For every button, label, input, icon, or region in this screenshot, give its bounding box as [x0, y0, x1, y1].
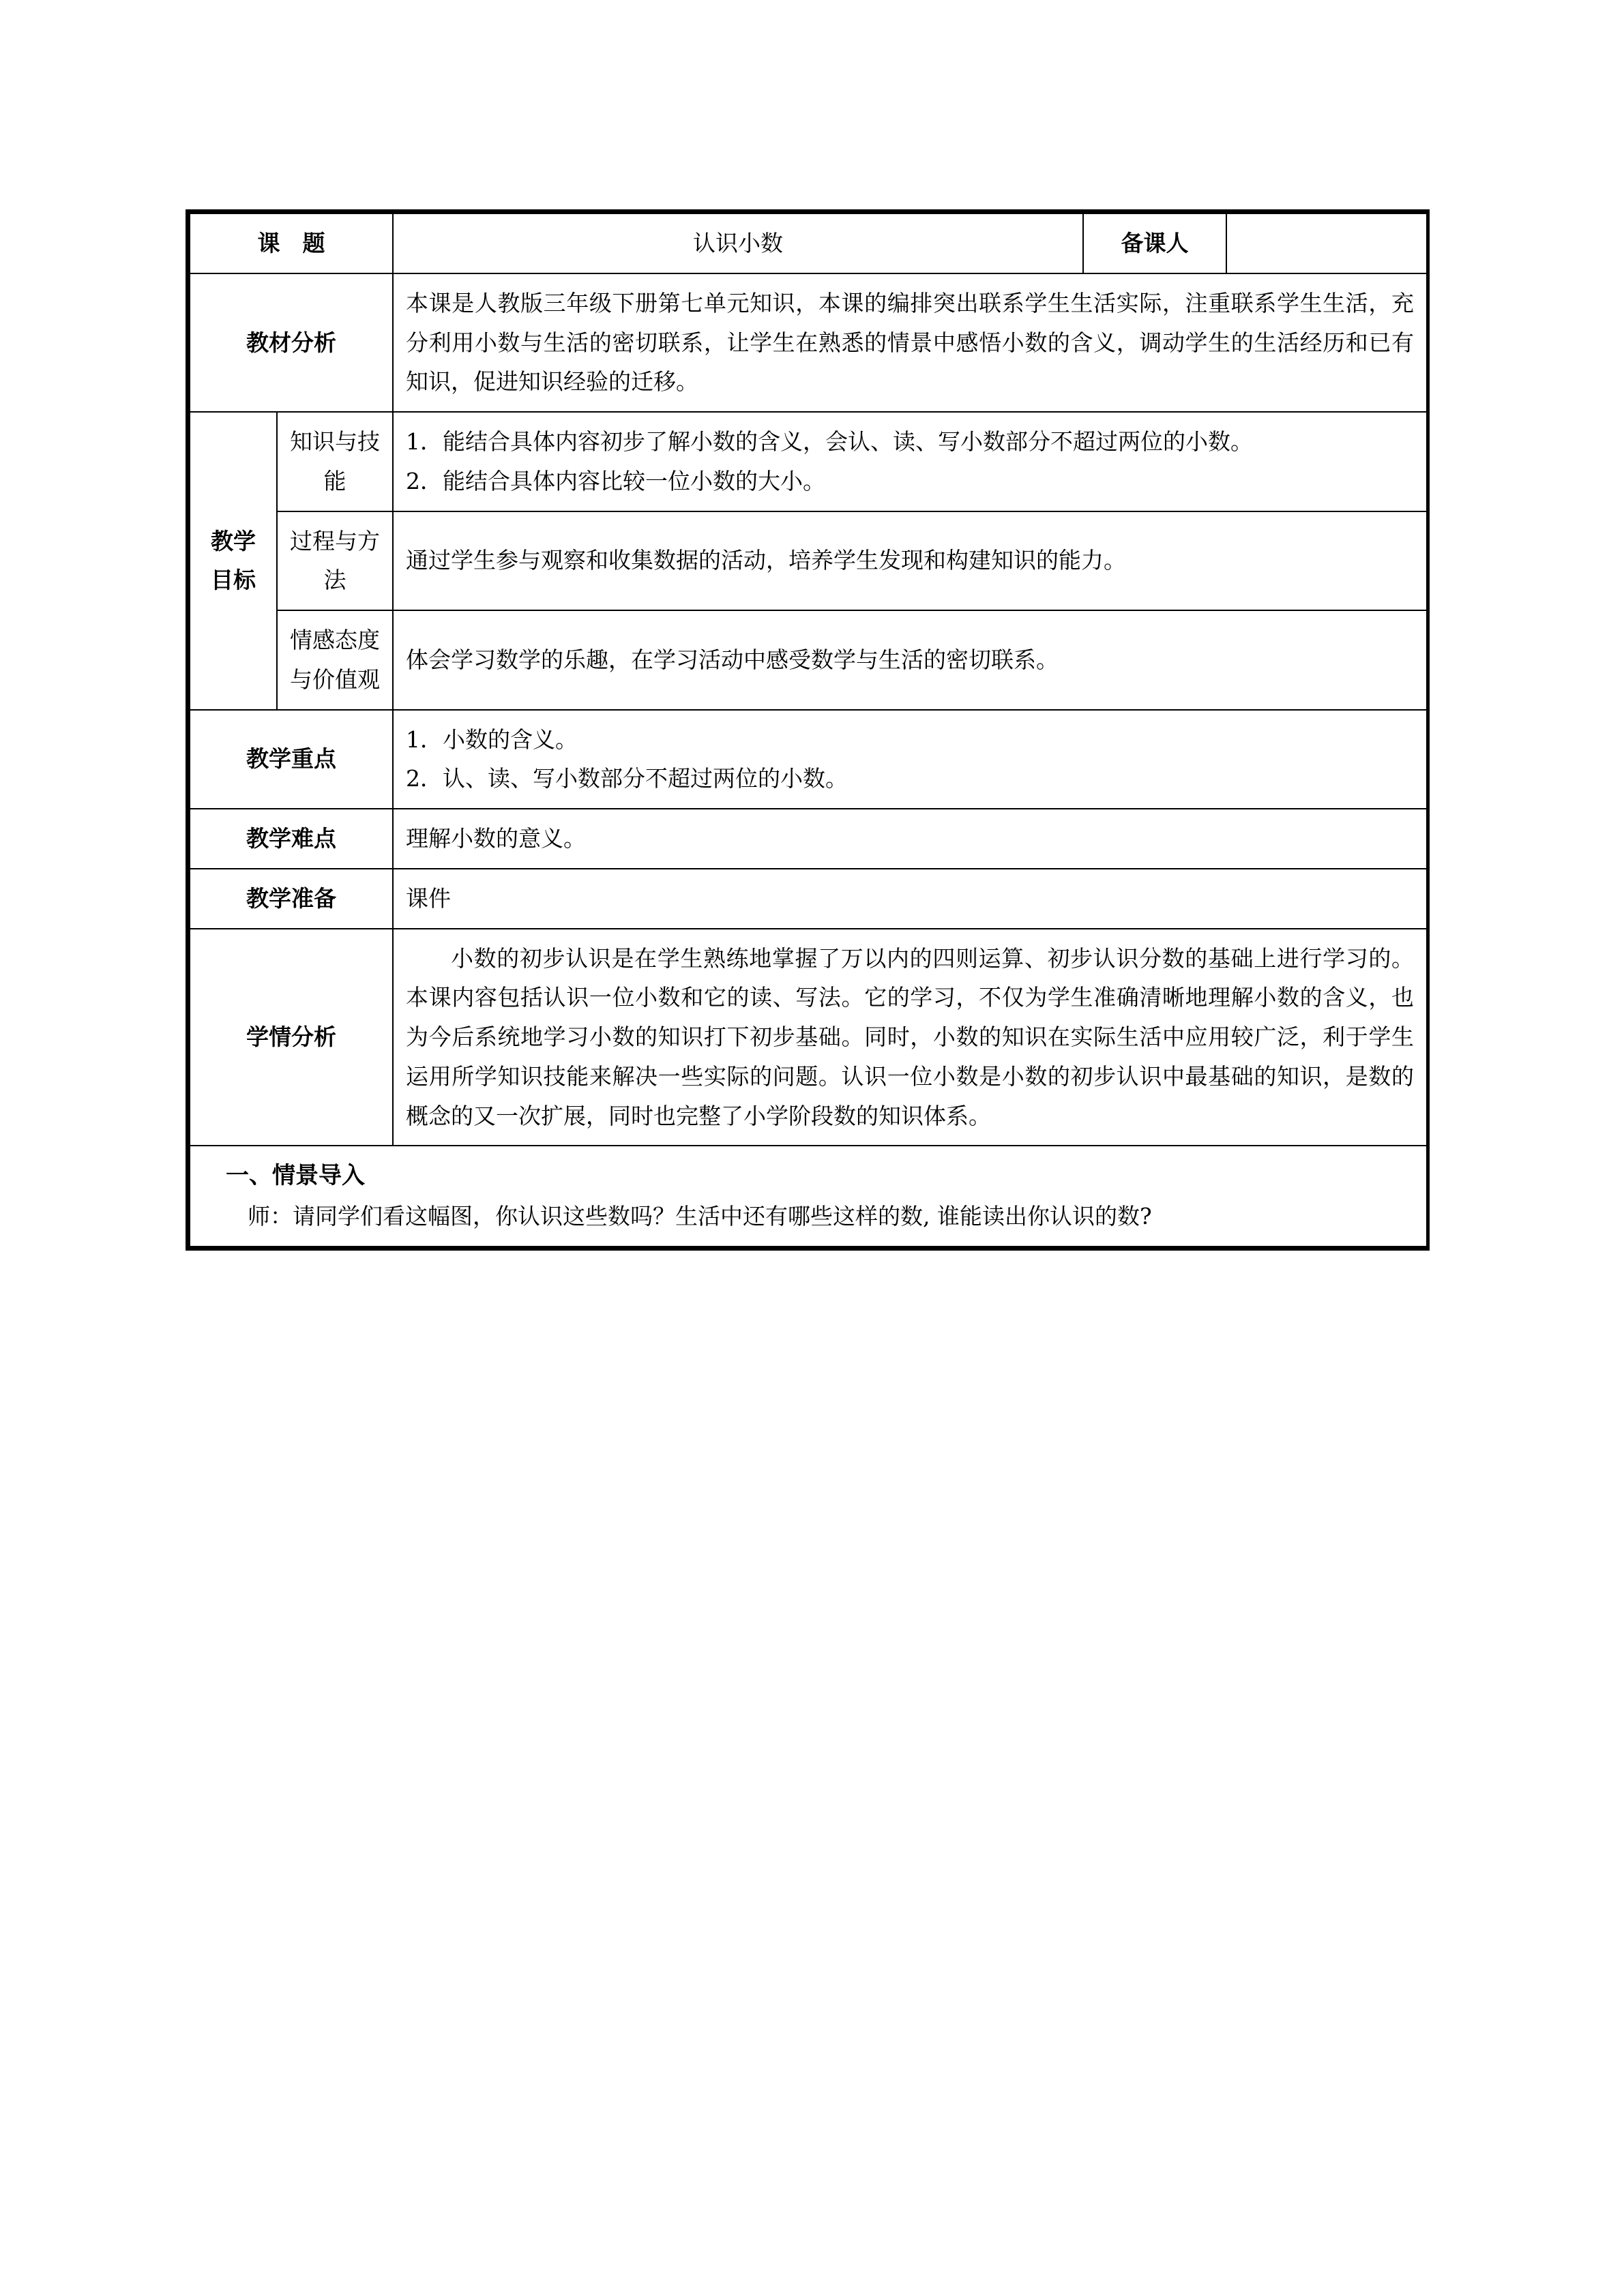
preparation-label: 教学准备: [190, 869, 393, 929]
goal-attitude-label: 情感态度与价值观: [277, 610, 393, 710]
process-paragraph: 师：请同学们看这幅图，你认识这些数吗？生活中还有哪些这样的数, 谁能读出你认识的数?: [248, 1202, 1152, 1229]
title-label: 课 题: [190, 213, 393, 273]
table-row-material-analysis: [190, 273, 1427, 412]
table-row-student-analysis: [190, 929, 1427, 1146]
teaching-goals-label-text: 教学目标: [211, 527, 256, 594]
goal-knowledge-line-1: 1．能结合具体内容初步了解小数的含义，会认、读、写小数部分不超过两位的小数。: [406, 428, 1253, 455]
goal-knowledge-text: [393, 412, 1427, 511]
table-row-key-points: [190, 710, 1427, 809]
goal-attitude-text: 体会学习数学的乐趣，在学习活动中感受数学与生活的密切联系。: [393, 610, 1427, 710]
table-row-goal-process: [190, 511, 1427, 611]
table-row-goal-attitude: [190, 610, 1427, 710]
difficulty-label: 教学难点: [190, 809, 393, 869]
student-analysis-text: 小数的初步认识是在学生熟练地掌握了万以内的四则运算、初步认识分数的基础上进行学习的。本课内容包括认识一位小数和它的读、写法。它的学习，不仅为学生准确清晰地理解小数的含义，也为今后系统地学习小数的知识打下初步基础。同时，小数的知识在实际生活中应用较广泛，利于学生运用所学知识技能来解决一些实际的问题。认识一位小数是小数的初步认识中最基础的知识，是数的概念的又一次扩展，同时也完整了小学阶段数的知识体系。: [393, 929, 1427, 1146]
process-heading: 一、情景导入: [226, 1162, 365, 1190]
key-points-line-2: 2．认、读、写小数部分不超过两位的小数。: [406, 765, 848, 792]
key-points-line-1: 1．小数的含义。: [406, 726, 578, 753]
material-analysis-text: 本课是人教版三年级下册第七单元知识，本课的编排突出联系学生生活实际，注重联系学生生活，充分利用小数与生活的密切联系，让学生在熟悉的情景中感悟小数的含义，调动学生的生活经历和已有知识，促进知识经验的迁移。: [393, 273, 1427, 412]
material-analysis-label: 教材分析: [190, 273, 393, 412]
student-analysis-label: 学情分析: [190, 929, 393, 1146]
goal-knowledge-line-2: 2．能结合具体内容比较一位小数的大小。: [406, 467, 825, 494]
table-row-preparation: [190, 869, 1427, 929]
teaching-goals-label: [190, 412, 277, 710]
table-row-difficulty: [190, 809, 1427, 869]
goal-knowledge-label: 知识与技能: [277, 412, 393, 511]
difficulty-text: 理解小数的意义。: [393, 809, 1427, 869]
table-row-goal-knowledge: [190, 412, 1427, 511]
lesson-plan-frame: [186, 209, 1430, 1251]
preparation-text: 课件: [393, 869, 1427, 929]
preparer-value: [1226, 213, 1427, 273]
title-value: 认识小数: [393, 213, 1083, 273]
key-points-label: 教学重点: [190, 710, 393, 809]
preparer-label: 备课人: [1083, 213, 1226, 273]
table-row-title: [190, 213, 1427, 273]
goal-process-label: 过程与方法: [277, 511, 393, 611]
lesson-plan-table: [189, 213, 1428, 1247]
key-points-text: [393, 710, 1427, 809]
goal-process-text: 通过学生参与观察和收集数据的活动，培养学生发现和构建知识的能力。: [393, 511, 1427, 611]
process-cell: [190, 1146, 1427, 1246]
table-row-process: [190, 1146, 1427, 1246]
